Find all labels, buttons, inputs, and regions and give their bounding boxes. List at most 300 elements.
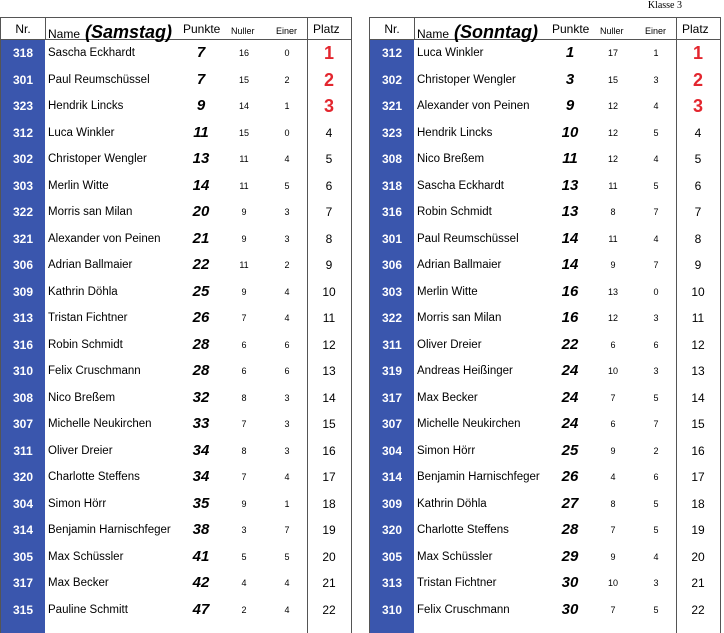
cell-platz: 5 xyxy=(325,152,333,166)
cell-nuller: 12 xyxy=(607,101,618,111)
cell-punkte: 32 xyxy=(192,388,210,406)
cell-platz: 21 xyxy=(691,576,705,590)
cell-nr: 313 xyxy=(381,576,403,590)
cell-name: Charlotte Steffens xyxy=(48,471,140,483)
cell-einer: 4 xyxy=(653,551,659,562)
cell-nr: 322 xyxy=(12,205,34,219)
cell-name: Christoper Wengler xyxy=(417,73,516,86)
cell-name: Paul Reumschüssel xyxy=(417,232,519,245)
table-row xyxy=(1,385,351,412)
cell-nuller: 11 xyxy=(239,180,249,191)
cell-einer: 3 xyxy=(284,445,290,456)
cell-nr: 305 xyxy=(12,549,34,564)
cell-einer: 0 xyxy=(653,286,659,297)
table-row xyxy=(1,93,351,120)
cell-punkte: 28 xyxy=(192,362,210,379)
cell-platz: 15 xyxy=(691,417,705,431)
cell-nuller: 6 xyxy=(610,339,616,350)
cell-platz: 19 xyxy=(322,523,336,537)
cell-nuller: 13 xyxy=(607,286,618,297)
cell-name: Michelle Neukirchen xyxy=(417,418,521,430)
header-day: (Samstag) xyxy=(85,22,173,42)
header-einer: Einer xyxy=(645,26,667,36)
cell-einer: 4 xyxy=(284,154,290,164)
table-header xyxy=(370,18,720,40)
cell-platz: 4 xyxy=(325,125,333,140)
cell-einer: 6 xyxy=(653,339,659,350)
cell-platz: 12 xyxy=(322,337,336,352)
cell-name: Benjamin Harnischfeger xyxy=(417,471,540,483)
cell-einer: 3 xyxy=(653,578,659,588)
cell-name: Paul Reumschüssel xyxy=(48,73,150,86)
cell-nuller: 10 xyxy=(607,366,618,376)
cell-nr: 310 xyxy=(381,602,403,617)
cell-einer: 3 xyxy=(653,313,659,323)
cell-einer: 7 xyxy=(653,207,659,217)
cell-platz: 22 xyxy=(322,602,336,617)
cell-einer: 3 xyxy=(284,419,290,429)
cell-platz: 6 xyxy=(325,178,333,193)
cell-name: Hendrik Lincks xyxy=(48,100,124,112)
klasse-label: Klasse 3 xyxy=(647,0,682,11)
cell-einer: 3 xyxy=(284,233,290,244)
cell-nr: 311 xyxy=(13,443,33,458)
table-row xyxy=(370,199,720,226)
cell-einer: 5 xyxy=(653,525,659,535)
table-row xyxy=(1,252,351,279)
cell-platz: 15 xyxy=(322,417,336,431)
cell-nr: 320 xyxy=(12,470,34,484)
cell-platz: 10 xyxy=(322,284,336,299)
cell-punkte: 16 xyxy=(561,309,579,326)
cell-einer: 1 xyxy=(653,48,659,58)
cell-nr: 302 xyxy=(381,72,403,87)
cell-nuller: 7 xyxy=(241,472,247,482)
cell-einer: 0 xyxy=(284,48,290,58)
cell-nr: 307 xyxy=(381,417,403,431)
table-row xyxy=(1,67,351,94)
nr-divider xyxy=(414,18,415,40)
cell-nuller: 7 xyxy=(610,525,616,535)
cell-nuller: 15 xyxy=(238,127,249,138)
table-row xyxy=(1,411,351,438)
cell-name: Hendrik Lincks xyxy=(417,126,493,139)
cell-name: Luca Winkler xyxy=(417,47,484,59)
cell-platz: 22 xyxy=(691,602,705,617)
cell-punkte: 7 xyxy=(196,70,206,88)
cell-nuller: 5 xyxy=(241,551,247,562)
cell-einer: 4 xyxy=(653,233,659,244)
cell-name: Morris san Milan xyxy=(417,312,502,324)
cell-name: Christoper Wengler xyxy=(48,153,147,165)
cell-name: Alexander von Peinen xyxy=(417,100,530,112)
cell-nr: 316 xyxy=(381,205,403,219)
cell-nr: 323 xyxy=(12,99,34,113)
table-row xyxy=(1,40,351,67)
header-day: (Sonntag) xyxy=(454,22,538,42)
cell-nuller: 6 xyxy=(610,419,616,429)
cell-einer: 4 xyxy=(284,604,290,615)
cell-name: Oliver Dreier xyxy=(48,444,113,457)
cell-einer: 5 xyxy=(284,551,290,562)
cell-name: Max Becker xyxy=(417,391,478,404)
cell-punkte: 26 xyxy=(561,468,579,485)
cell-nuller: 16 xyxy=(238,48,249,58)
cell-punkte: 9 xyxy=(565,97,575,114)
cell-punkte: 9 xyxy=(196,97,206,114)
header-name-label: Name xyxy=(48,27,81,41)
table-row xyxy=(1,544,351,571)
cell-nr: 311 xyxy=(382,337,402,352)
cell-punkte: 38 xyxy=(192,521,210,538)
cell-einer: 6 xyxy=(284,339,290,350)
cell-punkte: 29 xyxy=(561,547,579,565)
cell-punkte: 13 xyxy=(561,176,579,194)
cell-platz: 4 xyxy=(694,125,702,140)
cell-name: Luca Winkler xyxy=(48,126,115,139)
table-row xyxy=(370,491,720,518)
cell-platz: 10 xyxy=(691,284,705,299)
cell-platz: 8 xyxy=(325,231,333,246)
cell-nuller: 4 xyxy=(610,472,616,482)
table-row xyxy=(1,173,351,200)
table-row xyxy=(1,491,351,518)
cell-nuller: 14 xyxy=(238,101,249,111)
header-nr: Nr. xyxy=(15,22,31,36)
cell-punkte: 3 xyxy=(565,70,575,88)
table-row xyxy=(370,332,720,359)
cell-punkte: 22 xyxy=(192,256,210,273)
cell-platz: 14 xyxy=(691,390,705,405)
cell-einer: 6 xyxy=(284,366,290,376)
header-punkte: Punkte xyxy=(552,22,590,36)
cell-punkte: 30 xyxy=(561,574,579,591)
cell-platz: 17 xyxy=(322,470,336,484)
cell-name: Robin Schmidt xyxy=(48,338,123,351)
cell-einer: 1 xyxy=(284,498,290,509)
cell-einer: 5 xyxy=(653,127,659,138)
cell-nr: 306 xyxy=(381,258,403,272)
cell-nr: 313 xyxy=(12,311,34,325)
cell-name: Charlotte Steffens xyxy=(417,524,509,536)
cell-einer: 2 xyxy=(653,445,659,456)
cell-nuller: 12 xyxy=(607,127,618,138)
cell-name: Max Schüssler xyxy=(417,550,493,563)
cell-punkte: 7 xyxy=(196,44,206,61)
cell-nuller: 9 xyxy=(610,260,616,270)
cell-platz: 2 xyxy=(323,69,334,90)
cell-nuller: 12 xyxy=(607,154,618,164)
cell-name: Felix Cruschmann xyxy=(48,365,141,377)
cell-platz: 5 xyxy=(694,152,702,166)
cell-nr: 308 xyxy=(12,390,34,405)
cell-einer: 4 xyxy=(284,472,290,482)
cell-punkte: 14 xyxy=(561,229,579,247)
cell-nuller: 9 xyxy=(241,498,247,509)
cell-nuller: 15 xyxy=(607,74,618,85)
cell-name: Sascha Eckhardt xyxy=(48,47,135,59)
cell-platz: 3 xyxy=(323,96,334,116)
cell-einer: 4 xyxy=(653,101,659,111)
cell-nuller: 7 xyxy=(241,419,247,429)
cell-einer: 4 xyxy=(284,578,290,588)
cell-nr: 306 xyxy=(12,258,34,272)
table-row xyxy=(370,146,720,173)
cell-name: Merlin Witte xyxy=(417,285,478,298)
cell-einer: 5 xyxy=(284,180,290,191)
cell-einer: 5 xyxy=(653,498,659,509)
cell-platz: 20 xyxy=(691,549,705,564)
cell-platz: 6 xyxy=(694,178,702,193)
table-row xyxy=(1,358,351,385)
cell-nuller: 11 xyxy=(608,233,618,244)
cell-einer: 7 xyxy=(653,419,659,429)
header-nuller: Nuller xyxy=(600,26,624,36)
cell-einer: 2 xyxy=(284,260,290,270)
cell-name: Robin Schmidt xyxy=(417,206,492,218)
results-table-saturday xyxy=(0,17,352,633)
cell-name: Nico Breßem xyxy=(48,391,116,404)
cell-nuller: 3 xyxy=(241,525,247,535)
cell-platz: 11 xyxy=(691,311,705,325)
table-row xyxy=(370,517,720,544)
cell-nuller: 10 xyxy=(607,578,618,588)
table-row xyxy=(1,226,351,253)
header-platz: Platz xyxy=(313,22,340,36)
cell-platz: 20 xyxy=(322,549,336,564)
cell-name: Kathrin Döhla xyxy=(417,497,487,510)
cell-nuller: 9 xyxy=(610,445,616,456)
cell-platz: 18 xyxy=(691,496,705,511)
cell-nuller: 12 xyxy=(607,313,618,323)
header-nr: Nr. xyxy=(384,22,400,36)
cell-nuller: 6 xyxy=(241,339,247,350)
cell-punkte: 24 xyxy=(561,362,579,379)
cell-punkte: 25 xyxy=(561,441,579,459)
cell-einer: 5 xyxy=(653,180,659,191)
cell-nr: 314 xyxy=(12,523,34,537)
cell-punkte: 21 xyxy=(192,229,210,247)
cell-platz: 16 xyxy=(691,443,705,458)
cell-platz: 13 xyxy=(322,364,336,378)
cell-name: Michelle Neukirchen xyxy=(48,418,152,430)
table-row xyxy=(1,517,351,544)
cell-einer: 1 xyxy=(284,101,290,111)
table-row xyxy=(370,358,720,385)
cell-name: Nico Breßem xyxy=(417,153,485,165)
table-row xyxy=(1,199,351,226)
header-platz: Platz xyxy=(682,22,709,36)
cell-name: Sascha Eckhardt xyxy=(417,179,504,192)
cell-nr: 316 xyxy=(12,337,34,352)
cell-einer: 7 xyxy=(653,260,659,270)
cell-punkte: 1 xyxy=(565,44,575,61)
cell-einer: 2 xyxy=(284,74,290,85)
cell-punkte: 14 xyxy=(561,256,579,273)
cell-punkte: 30 xyxy=(561,600,579,618)
cell-nr: 323 xyxy=(381,125,403,140)
cell-platz: 18 xyxy=(322,496,336,511)
cell-platz: 11 xyxy=(322,311,336,325)
table-row xyxy=(370,385,720,412)
cell-einer: 3 xyxy=(284,207,290,217)
table-row xyxy=(370,226,720,253)
table-row xyxy=(370,411,720,438)
cell-punkte: 24 xyxy=(561,388,579,406)
cell-platz: 12 xyxy=(691,337,705,352)
cell-nuller: 6 xyxy=(241,366,247,376)
cell-punkte: 16 xyxy=(561,282,579,300)
table-row xyxy=(1,279,351,306)
cell-nr: 301 xyxy=(12,72,34,87)
cell-platz: 1 xyxy=(692,43,703,63)
table-row xyxy=(1,597,351,624)
cell-nuller: 9 xyxy=(241,286,247,297)
cell-punkte: 34 xyxy=(192,468,210,485)
cell-einer: 5 xyxy=(653,604,659,615)
cell-platz: 14 xyxy=(322,390,336,405)
results-table-sunday xyxy=(369,17,721,633)
cell-nr: 318 xyxy=(381,178,403,193)
cell-punkte: 11 xyxy=(562,150,578,167)
cell-nr: 319 xyxy=(381,364,403,378)
cell-einer: 3 xyxy=(653,74,659,85)
cell-name: Tristan Fichtner xyxy=(48,312,128,324)
cell-punkte: 34 xyxy=(192,441,210,459)
cell-punkte: 14 xyxy=(192,176,210,194)
cell-einer: 4 xyxy=(653,154,659,164)
table-row xyxy=(1,464,351,491)
cell-nuller: 4 xyxy=(241,578,247,588)
cell-platz: 9 xyxy=(694,258,702,272)
cell-einer: 0 xyxy=(284,127,290,138)
table-row xyxy=(370,120,720,147)
nr-divider xyxy=(45,18,46,40)
cell-punkte: 25 xyxy=(192,282,210,300)
cell-punkte: 42 xyxy=(192,574,210,591)
cell-nr: 318 xyxy=(12,46,34,60)
cell-name: Max Becker xyxy=(48,577,109,589)
cell-nuller: 11 xyxy=(608,180,618,191)
cell-name: Merlin Witte xyxy=(48,179,109,192)
cell-punkte: 26 xyxy=(192,309,210,326)
cell-name: Andreas Heißinger xyxy=(417,365,513,377)
cell-name: Oliver Dreier xyxy=(417,338,482,351)
cell-nr: 309 xyxy=(12,284,34,299)
cell-punkte: 27 xyxy=(561,494,579,512)
table-row xyxy=(370,544,720,571)
cell-name: Simon Hörr xyxy=(417,444,476,457)
cell-nr: 321 xyxy=(381,99,403,113)
cell-punkte: 41 xyxy=(192,547,210,565)
cell-nuller: 7 xyxy=(610,604,616,615)
cell-nr: 317 xyxy=(12,576,34,590)
table-row xyxy=(370,570,720,597)
cell-punkte: 20 xyxy=(192,203,210,220)
cell-nuller: 8 xyxy=(241,445,247,456)
cell-nr: 321 xyxy=(12,231,34,246)
cell-nr: 309 xyxy=(381,496,403,511)
cell-nuller: 7 xyxy=(241,313,247,323)
cell-name: Benjamin Harnischfeger xyxy=(48,524,171,536)
cell-einer: 3 xyxy=(653,366,659,376)
cell-name: Pauline Schmitt xyxy=(48,603,128,616)
cell-nuller: 11 xyxy=(239,260,249,270)
cell-platz: 17 xyxy=(691,470,705,484)
cell-punkte: 33 xyxy=(192,415,210,432)
cell-nr: 307 xyxy=(12,417,34,431)
cell-platz: 19 xyxy=(691,523,705,537)
cell-nr: 308 xyxy=(381,152,403,166)
cell-nuller: 9 xyxy=(241,207,247,217)
cell-nr: 304 xyxy=(12,496,34,511)
cell-punkte: 22 xyxy=(561,335,579,353)
table-row xyxy=(370,67,720,94)
cell-platz: 1 xyxy=(323,43,334,63)
cell-nr: 303 xyxy=(12,178,34,193)
cell-punkte: 13 xyxy=(192,150,210,167)
cell-nr: 320 xyxy=(381,523,403,537)
cell-name: Adrian Ballmaier xyxy=(417,259,502,271)
cell-name: Simon Hörr xyxy=(48,497,107,510)
table-row xyxy=(1,570,351,597)
header-einer: Einer xyxy=(276,26,298,36)
cell-einer: 4 xyxy=(284,286,290,297)
cell-punkte: 13 xyxy=(561,203,579,220)
cell-punkte: 28 xyxy=(192,335,210,353)
header-name-label: Name xyxy=(417,27,450,41)
cell-einer: 3 xyxy=(284,392,290,403)
cell-platz: 7 xyxy=(694,205,702,219)
cell-nr: 304 xyxy=(381,443,403,458)
cell-punkte: 11 xyxy=(193,123,209,141)
table-row xyxy=(1,305,351,332)
cell-name: Alexander von Peinen xyxy=(48,232,161,245)
cell-nuller: 17 xyxy=(607,48,618,58)
cell-platz: 8 xyxy=(694,231,702,246)
cell-einer: 4 xyxy=(284,313,290,323)
cell-platz: 16 xyxy=(322,443,336,458)
table-row xyxy=(1,120,351,147)
table-row xyxy=(370,597,720,624)
cell-name: Adrian Ballmaier xyxy=(48,259,133,271)
cell-nr: 305 xyxy=(381,549,403,564)
cell-nr: 315 xyxy=(12,602,34,617)
cell-nr: 322 xyxy=(381,311,403,325)
table-row xyxy=(370,305,720,332)
table-row xyxy=(370,40,720,67)
cell-name: Morris san Milan xyxy=(48,206,133,218)
cell-nr: 310 xyxy=(12,364,34,378)
cell-punkte: 10 xyxy=(561,123,579,141)
cell-punkte: 28 xyxy=(561,521,579,538)
cell-punkte: 24 xyxy=(561,415,579,432)
cell-name: Kathrin Döhla xyxy=(48,285,118,298)
cell-platz: 7 xyxy=(325,205,333,219)
table-row xyxy=(370,173,720,200)
cell-platz: 9 xyxy=(325,258,333,272)
cell-nuller: 9 xyxy=(241,233,247,244)
cell-nuller: 8 xyxy=(610,207,616,217)
header-nuller: Nuller xyxy=(231,26,255,36)
cell-name: Felix Cruschmann xyxy=(417,603,510,616)
table-row xyxy=(370,438,720,465)
cell-nuller: 11 xyxy=(239,154,249,164)
cell-nuller: 9 xyxy=(610,551,616,562)
cell-einer: 7 xyxy=(284,525,290,535)
cell-nuller: 7 xyxy=(610,392,616,403)
cell-einer: 6 xyxy=(653,472,659,482)
